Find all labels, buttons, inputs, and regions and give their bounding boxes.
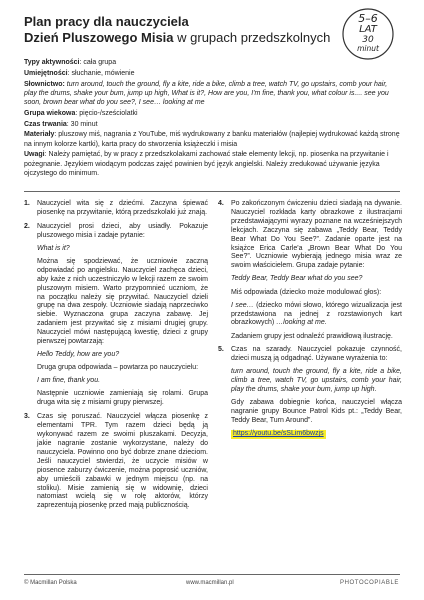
meta-skills: Umiejętności: słuchanie, mówienie [24,69,135,77]
page-title: Plan pracy dla nauczyciela [24,14,189,29]
step-quote: Teddy Bear, Teddy Bear what do you see? [231,275,363,283]
step-quote: turn around, touch the ground, fly a kite, ride a bike, climb a tree, watch TV, go upstairs, comb your hair, play the drums, shake your bum, jump up high. [231,368,402,394]
meta-materials: Materiały: pluszowy miś, nagrania z YouTube, miś wydrukowany z banku materiałów (najlepiej wydrukować każdą stronę na innym kolorze kartki), karta pracy do stworzenia książeczki i misia [24,131,400,148]
step-2 [24,223,208,408]
badge-time: 30 [362,35,374,45]
step-number: 5. [218,346,224,354]
step-text: Miś odpowiada (dziecko może modulować głos): [231,288,382,296]
page-subtitle [24,30,330,45]
step-quote: Hello Teddy, how are you? [37,351,120,359]
meta-notes: Uwagi: Należy pamiętać, by w pracy z przedszkolakami zachować stałe elementy lekcji, np. piosenka na przywitanie i pożegnanie. Językiem wiodącym podczas zajęć powinien być język angielski. Należy zredukować używanie języka ojczystego do minimum. [24,151,389,177]
step-5 [218,346,402,439]
footer-photocopiable: PHOTOCOPIABLE [340,580,400,586]
meta-age-group: Grupa wiekowa: pięcio-/sześciolatki [24,109,138,117]
left-column [24,200,208,516]
step-text: Gdy zabawa dobiegnie końca, nauczyciel włącza nagranie grupy Bounce Patrol Kids pt.: „Teddy Bear, Teddy Bear, Turn Around”. [231,399,402,425]
right-column [218,200,402,444]
meta-vocabulary: Słownictwo: turn around, touch the ground, fly a kite, ride a bike, climb a tree, watch TV, go upstairs, comb your hair, play the drums, shake your bum, jump up high, What is it?, How are you, I'm fine, thank you, what colour is.... see you soon, brown bear what do you see?, I see… looking at me [24,80,389,106]
step-text: Następnie uczniowie zamieniają się rolami. Grupa druga wita się z misiami grupy pierwszej. [37,390,208,407]
badge-time-unit: minut [357,44,379,53]
youtube-link[interactable]: https://youtu.be/sSLim6bwzjs [233,430,324,438]
step-text: I see… (dziecko mówi słowo, którego wizualizacja jest przedstawiona na jednej z rozstawionych kart obrazkowych) …looking at me. [231,301,402,327]
step-number: 3. [24,413,30,421]
footer-copyright: © Macmillan Polska [24,580,77,586]
step-4 [218,200,402,341]
step-1 [24,200,208,218]
step-text: Nauczyciel prosi dzieci, aby usiadły. Pokazuje pluszowego misia i zadaje pytanie: [37,222,208,239]
footer-divider [24,574,400,575]
subtitle-rest: w grupach przedszkolnych [173,30,331,45]
subtitle-bold: Dzień Pluszowego Misia [24,30,174,45]
step-quote: I am fine, thank you. [37,377,101,385]
step-quote: What is it? [37,244,70,252]
step-number: 4. [218,200,224,207]
badge-age: 5–6 [358,12,378,25]
step-text: Zadaniem grupy jest odnaleźć prawidłową ilustrację. [231,332,393,340]
link-row [231,430,402,439]
step-3 [24,413,208,511]
step-text: Można się spodziewać, że uczniowie zaczną odpowiadać po angielsku. Nauczyciel zachęca dzieci, aby każe z nich uczestniczyło w lekcji razem ze swoim pluszowym misiem. Warto przypomnieć uczniom, że na początku należy się przywitać. Nauczyciel dzieli grupę na dwa zespoły. Uczniowie siadają naprzeciwko siebie. Wyznaczona grupa zaczyna zabawę. Jej zadaniem jest przywitać się z misiami drugiej grupy. Nauczyciel mówi następującą kwestię, dzieci z grupy pierwszej powtarzają: [37,257,208,346]
step-text: Druga grupa odpowiada – powtarza po nauczycielu: [37,364,199,372]
step-number: 2. [24,222,30,230]
meta-activity: Typy aktywności: cała grupa [24,59,117,66]
section-divider [24,191,400,192]
badge-age-unit: LAT [359,24,377,35]
step-text: Nauczyciel wita się z dziećmi. Zaczyna śpiewać piosenkę na przywitanie, którą przedszkolaki już znają. [37,200,208,216]
step-text: Czas się poruszać. Nauczyciel włącza piosenkę z elementami TPR. Tym razem dzieci będą ją wykonywać razem ze swoimi pluszakami. Decyzja, jakie nagranie zostanie wykorzystane, należy do nauczyciela. Powinno ono być dobrze znane dzieciom. Jeśli nauczyciel stwierdzi, że uczycie misiów w piosence zaburzy ćwiczenie, można poprosić uczniów, aby umieścili zabawki w jednym miejscu (np. na stoliku). Misie zamienią się w widownię, dzieci natomiast wcielą się w rolę aktorów, którzy zaprezentują piosenkę przed mają publicznością. [37,413,208,510]
step-text: Czas na szarady. Nauczyciel pokazuje czynność, dzieci muszą ją odgadnąć. Używane wyrażenia to: [231,346,402,363]
age-time-badge [340,4,396,64]
step-text: Po zakończonym ćwiczeniu dzieci siadają na dywanie. Nauczyciel rozkłada karty obrazkowe z ilustracjami przedstawiającymi wyrazy poznane na wcześniejszych lekcjach. Zaczyna się zabawa „Teddy Bear, Teddy Bear What Do You See?”. Zadanie oparte jest na książce Erica Carle'a „Brown Bear What Do You See?”. Uczniowie wybierają jednego misia wraz ze swoim właścicielem. Grupa zadaje pytanie: [231,200,402,270]
footer-website: www.macmillan.pl [186,580,234,586]
meta-duration: Czas trwania: 30 minut [24,120,98,128]
step-number: 1. [24,200,30,207]
lesson-metadata [24,58,402,180]
